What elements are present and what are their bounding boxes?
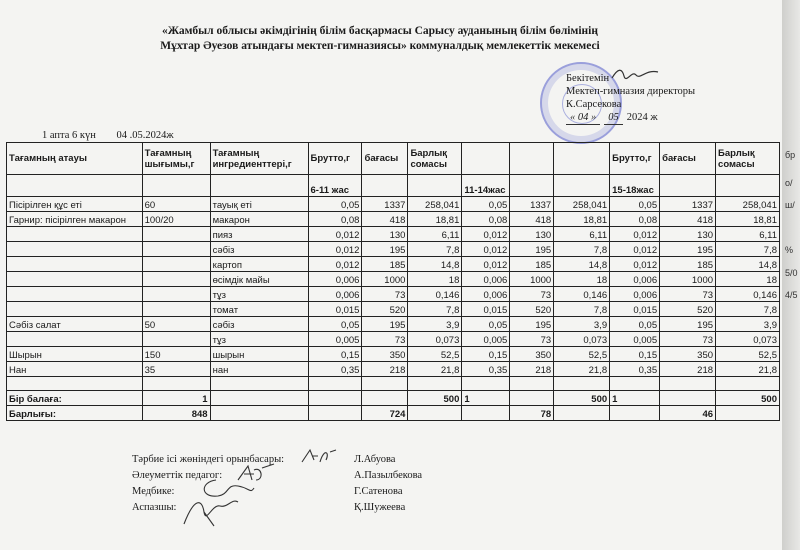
table-cell: тұз: [210, 287, 308, 302]
table-row: [7, 272, 780, 287]
table-cell: 0,073: [408, 332, 462, 347]
table-cell: нан: [210, 362, 308, 377]
table-cell: 1000: [660, 272, 716, 287]
table-cell: тауық еті: [210, 197, 308, 212]
table-cell: 7,8: [408, 242, 462, 257]
table-cell: [7, 287, 143, 302]
column-header: Брутто,г: [308, 143, 362, 175]
table-cell: [142, 242, 210, 257]
table-cell: сәбіз: [210, 317, 308, 332]
table-cell: 0,012: [308, 227, 362, 242]
table-cell: 52,5: [716, 347, 780, 362]
table-cell: 418: [660, 212, 716, 227]
table-cell: 1337: [660, 197, 716, 212]
table-cell: Гарнир: пісірілген макарон: [7, 212, 143, 227]
table-cell: 0,006: [462, 287, 510, 302]
table-cell: 418: [510, 212, 554, 227]
age-group-3: 15-18жас: [610, 175, 660, 197]
table-cell: 0,012: [462, 242, 510, 257]
table-cell: сәбіз: [210, 242, 308, 257]
table-cell: 6,11: [408, 227, 462, 242]
table-cell: 21,8: [554, 362, 610, 377]
table-cell: 195: [660, 242, 716, 257]
table-cell: 0,006: [308, 272, 362, 287]
table-cell: [7, 272, 143, 287]
table-cell: 0,146: [716, 287, 780, 302]
table-cell: 60: [142, 197, 210, 212]
table-cell: [142, 257, 210, 272]
table-cell: [142, 227, 210, 242]
table-cell: Шырын: [7, 347, 143, 362]
signatory-name: Қ.Шужеева: [354, 502, 406, 513]
table-cell: 52,5: [554, 347, 610, 362]
table-cell: 0,005: [308, 332, 362, 347]
column-header: Брутто,г: [610, 143, 660, 175]
signature-row: [132, 452, 422, 468]
table-cell: 0,35: [308, 362, 362, 377]
signature-4-icon: [180, 494, 240, 528]
signature-row: [132, 484, 422, 500]
table-cell: 18: [716, 272, 780, 287]
table-cell: 195: [362, 242, 408, 257]
table-row: [7, 197, 780, 212]
table-row: [7, 332, 780, 347]
menu-dateline: [42, 130, 192, 141]
table-cell: 73: [660, 332, 716, 347]
approval-date: [566, 111, 695, 125]
table-cell: 500: [554, 391, 610, 406]
table-cell: 350: [510, 347, 554, 362]
table-cell: 848: [142, 406, 210, 421]
table-cell: 0,146: [408, 287, 462, 302]
table-cell: 1: [462, 391, 510, 406]
table-cell: 0,012: [462, 257, 510, 272]
table-cell: 0,012: [610, 242, 660, 257]
column-header: бағасы: [660, 143, 716, 175]
table-cell: 350: [660, 347, 716, 362]
table-cell: 73: [660, 287, 716, 302]
table-cell: [7, 332, 143, 347]
signatory-role: Тәрбие ісі жөніндегі орынбасары:: [132, 454, 285, 465]
table-cell: томат: [210, 302, 308, 317]
table-cell: 7,8: [716, 302, 780, 317]
table-cell: 0,05: [462, 197, 510, 212]
header-line-2: Мұхтар Әуезов атындағы мектеп-гимназиясы» коммуналдық мемлекеттік мекемесі: [160, 40, 600, 52]
table-cell: 46: [660, 406, 716, 421]
edge-mark: 5/0: [785, 268, 798, 278]
table-cell: 0,073: [716, 332, 780, 347]
table-cell: 0,073: [554, 332, 610, 347]
table-cell: 0,015: [610, 302, 660, 317]
table-cell: 1: [610, 391, 660, 406]
table-cell: 0,08: [308, 212, 362, 227]
table-cell: 0,35: [462, 362, 510, 377]
table-cell: [462, 406, 510, 421]
signatory-name: Г.Сатенова: [354, 486, 403, 497]
approval-name: К.Сарсекова: [566, 99, 622, 110]
table-cell: 0,08: [610, 212, 660, 227]
table-cell: 7,8: [554, 242, 610, 257]
table-cell: 130: [660, 227, 716, 242]
total-row: [7, 406, 780, 421]
table-row: [7, 287, 780, 302]
table-cell: 520: [660, 302, 716, 317]
table-cell: 6,11: [716, 227, 780, 242]
table-cell: 0,006: [462, 272, 510, 287]
signature-row: [132, 468, 422, 484]
signature-1-icon: [300, 446, 340, 466]
table-cell: 14,8: [716, 257, 780, 272]
table-cell: 0,006: [610, 272, 660, 287]
column-header: Тағамның атауы: [7, 143, 143, 175]
table-row: [7, 242, 780, 257]
column-header: бағасы: [362, 143, 408, 175]
menu-date: 04 .05.2024ж: [116, 130, 174, 141]
table-row: [7, 347, 780, 362]
table-cell: [210, 391, 308, 406]
table-cell: [142, 302, 210, 317]
signatory-role: Медбике:: [132, 486, 175, 497]
table-cell: 218: [660, 362, 716, 377]
table-cell: 195: [660, 317, 716, 332]
table-cell: [7, 242, 143, 257]
table-cell: пияз: [210, 227, 308, 242]
table-cell: [7, 302, 143, 317]
menu-table: [6, 142, 780, 421]
table-cell: [716, 406, 780, 421]
table-row: [7, 227, 780, 242]
table-cell: 0,15: [308, 347, 362, 362]
table-cell: 7,8: [716, 242, 780, 257]
approval-year: 2024 ж: [626, 112, 658, 123]
table-cell: 130: [362, 227, 408, 242]
column-header: Тағамның ингредиенттері,г: [210, 143, 308, 175]
signatory-name: А.Пазылбекова: [354, 470, 423, 481]
approval-label: Бекітемін: [566, 73, 610, 84]
table-cell: 0,006: [308, 287, 362, 302]
table-cell: 14,8: [408, 257, 462, 272]
table-cell: 73: [362, 287, 408, 302]
table-cell: 1: [142, 391, 210, 406]
table-cell: 0,012: [462, 227, 510, 242]
table-cell: [7, 257, 143, 272]
table-cell: 78: [510, 406, 554, 421]
table-cell: 18,81: [554, 212, 610, 227]
table-row: [7, 212, 780, 227]
table-cell: [362, 391, 408, 406]
table-cell: 7,8: [408, 302, 462, 317]
table-cell: 185: [510, 257, 554, 272]
table-cell: 35: [142, 362, 210, 377]
signatory-role: Аспазшы:: [132, 502, 177, 513]
approval-title: Мектеп-гимназия директоры: [566, 86, 696, 97]
table-cell: 195: [510, 242, 554, 257]
table-cell: макарон: [210, 212, 308, 227]
table-row: [7, 362, 780, 377]
table-cell: 0,015: [462, 302, 510, 317]
table-cell: 150: [142, 347, 210, 362]
table-cell: 18,81: [408, 212, 462, 227]
table-cell: 3,9: [554, 317, 610, 332]
signature-row: [132, 500, 422, 516]
table-cell: Бір балаға:: [7, 391, 143, 406]
table-cell: 0,08: [462, 212, 510, 227]
edge-mark: 4/5: [785, 290, 798, 300]
table-cell: 0,006: [610, 287, 660, 302]
table-cell: [7, 227, 143, 242]
spacer-row: [7, 377, 780, 391]
table-cell: 418: [362, 212, 408, 227]
table-cell: 73: [510, 332, 554, 347]
edge-mark: о/: [785, 178, 793, 188]
table-cell: 0,012: [308, 242, 362, 257]
table-cell: 1337: [510, 197, 554, 212]
approval-month: 05: [604, 111, 623, 125]
table-cell: 0,015: [308, 302, 362, 317]
table-cell: [408, 406, 462, 421]
per-child-row: [7, 391, 780, 406]
age-group-row: [7, 175, 780, 197]
table-cell: 0,05: [308, 317, 362, 332]
table-cell: Барлығы:: [7, 406, 143, 421]
table-cell: 218: [510, 362, 554, 377]
table-cell: [308, 406, 362, 421]
table-cell: 50: [142, 317, 210, 332]
table-cell: 724: [362, 406, 408, 421]
adjacent-page-edge: [782, 0, 800, 550]
table-cell: 0,005: [462, 332, 510, 347]
table-cell: [510, 391, 554, 406]
table-cell: [660, 391, 716, 406]
column-header: [554, 143, 610, 175]
table-cell: 73: [510, 287, 554, 302]
approval-day: « 04 »: [566, 111, 600, 125]
column-header: [462, 143, 510, 175]
table-cell: 0,012: [610, 227, 660, 242]
table-cell: 0,05: [308, 197, 362, 212]
table-cell: [210, 406, 308, 421]
table-cell: 185: [660, 257, 716, 272]
table-cell: [142, 332, 210, 347]
table-cell: 195: [510, 317, 554, 332]
table-cell: 0,05: [462, 317, 510, 332]
header-line-1: «Жамбыл облысы әкімдігінің білім басқармасы Сарысу ауданының білім бөлімінің: [162, 25, 598, 37]
table-row: [7, 257, 780, 272]
table-cell: 0,05: [610, 197, 660, 212]
table-cell: 0,012: [308, 257, 362, 272]
table-row: [7, 302, 780, 317]
column-header: [510, 143, 554, 175]
table-cell: 100/20: [142, 212, 210, 227]
edge-mark: ш/: [785, 200, 795, 210]
table-cell: 21,8: [408, 362, 462, 377]
table-cell: өсімдік майы: [210, 272, 308, 287]
table-cell: 0,15: [462, 347, 510, 362]
table-cell: 1000: [362, 272, 408, 287]
table-row: [7, 317, 780, 332]
table-cell: 195: [362, 317, 408, 332]
table-cell: 218: [362, 362, 408, 377]
table-cell: 14,8: [554, 257, 610, 272]
edge-mark: %: [785, 245, 794, 255]
table-cell: 1337: [362, 197, 408, 212]
signatory-name: Л.Абуова: [354, 454, 396, 465]
table-cell: тұз: [210, 332, 308, 347]
table-cell: картоп: [210, 257, 308, 272]
column-header: Барлық сомасы: [716, 143, 780, 175]
table-cell: Сәбіз салат: [7, 317, 143, 332]
table-cell: 258,041: [408, 197, 462, 212]
table-cell: 500: [716, 391, 780, 406]
table-cell: 18,81: [716, 212, 780, 227]
table-cell: 258,041: [716, 197, 780, 212]
table-cell: 185: [362, 257, 408, 272]
table-cell: шырын: [210, 347, 308, 362]
column-header: Барлық сомасы: [408, 143, 462, 175]
table-cell: 0,05: [610, 317, 660, 332]
table-header-row: [7, 143, 780, 175]
table-cell: 1000: [510, 272, 554, 287]
table-cell: 0,146: [554, 287, 610, 302]
table-cell: 18: [408, 272, 462, 287]
age-group-1: 6-11 жас: [308, 175, 362, 197]
table-cell: [554, 406, 610, 421]
table-cell: 18: [554, 272, 610, 287]
table-cell: 52,5: [408, 347, 462, 362]
table-cell: 258,041: [554, 197, 610, 212]
table-cell: 0,012: [610, 257, 660, 272]
document-header: [100, 24, 660, 54]
table-cell: 520: [362, 302, 408, 317]
table-cell: 0,005: [610, 332, 660, 347]
signatures-block: [132, 452, 422, 516]
table-cell: [142, 272, 210, 287]
table-cell: 3,9: [408, 317, 462, 332]
table-cell: 73: [362, 332, 408, 347]
table-cell: Пісірілген құс еті: [7, 197, 143, 212]
table-cell: 0,35: [610, 362, 660, 377]
age-group-2: 11-14жас: [462, 175, 510, 197]
table-cell: [308, 391, 362, 406]
table-cell: [610, 406, 660, 421]
table-cell: 6,11: [554, 227, 610, 242]
table-cell: [142, 287, 210, 302]
table-cell: 130: [510, 227, 554, 242]
approval-block: [566, 72, 695, 125]
table-cell: 21,8: [716, 362, 780, 377]
week-day: 1 апта 6 күн: [42, 130, 96, 141]
column-header: Тағамның шығымы,г: [142, 143, 210, 175]
table-cell: 520: [510, 302, 554, 317]
edge-mark: бр: [785, 150, 796, 160]
table-cell: Нан: [7, 362, 143, 377]
signatory-role: Әлеуметтік педагог:: [132, 470, 223, 481]
table-cell: 500: [408, 391, 462, 406]
table-cell: 0,15: [610, 347, 660, 362]
table-cell: 350: [362, 347, 408, 362]
table-cell: 3,9: [716, 317, 780, 332]
table-cell: 7,8: [554, 302, 610, 317]
